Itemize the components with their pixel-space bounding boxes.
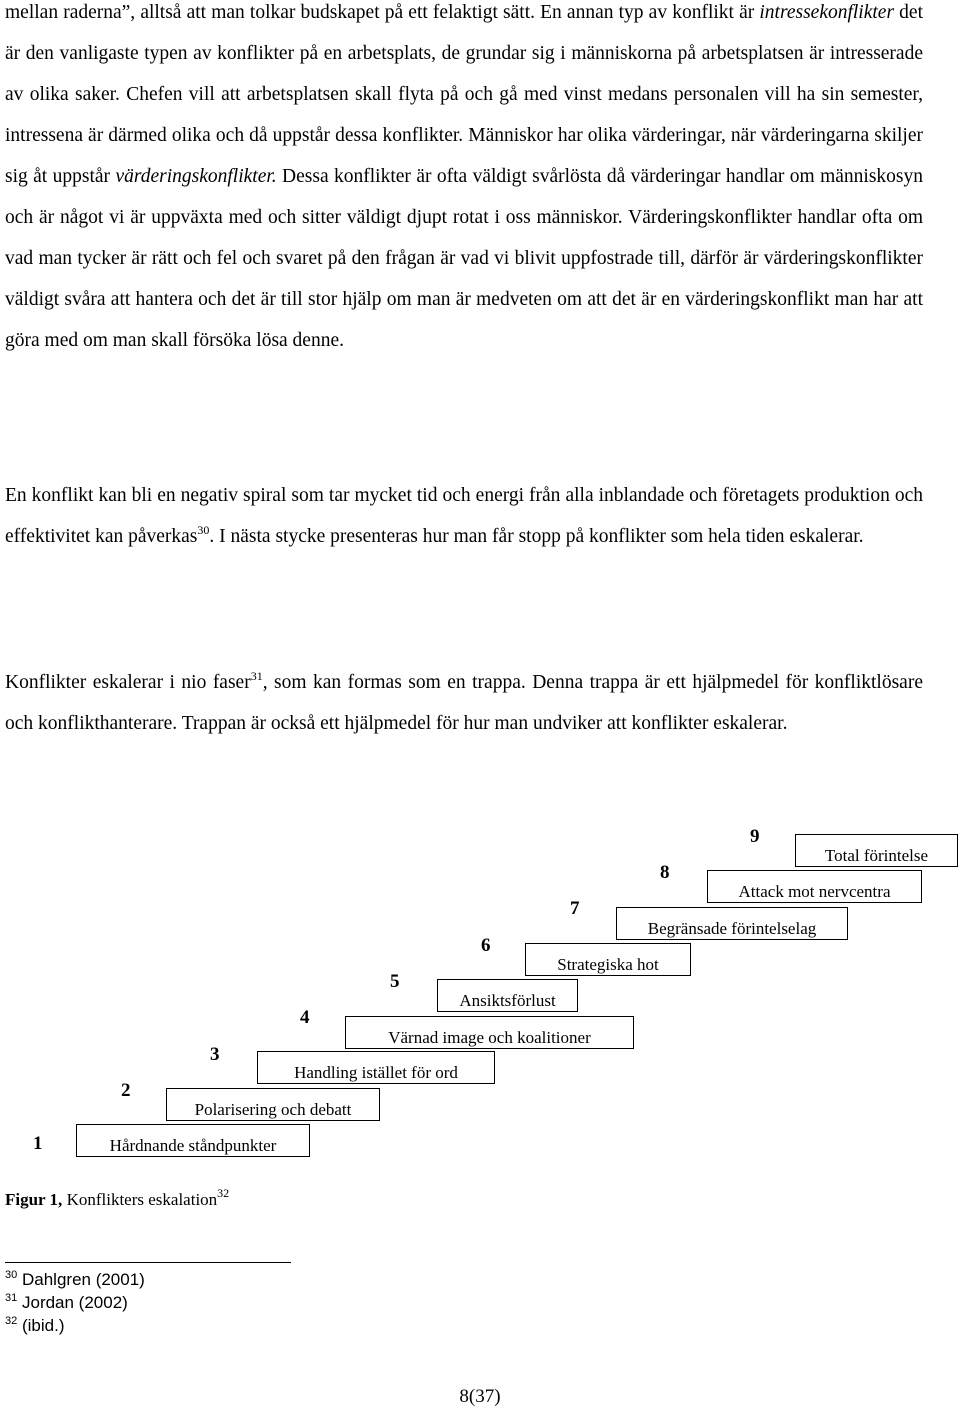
paragraph-text: , som kan formas som en trappa. Denna trappa är ett hjälpmedel för konfliktlösare och konflikthanterare. Trappan är också ett hjälpmedel för hur man undviker att konflikter eskalerar. (5, 672, 923, 734)
term-varderingskonflikter: värderingskonflikter. (115, 166, 277, 187)
step-8-box: Attack mot nervcentra (707, 870, 922, 903)
step-4-number: 4 (300, 1007, 310, 1028)
footnote (5, 1270, 145, 1290)
step-6-number: 6 (481, 935, 491, 956)
step-3-box: Handling istället för ord (257, 1051, 495, 1084)
body-paragraph-3 (5, 662, 923, 744)
footnote-ref[interactable]: 31 (250, 669, 263, 683)
paragraph-text: Dessa konflikter är ofta väldigt svårlösta då värderingar handlar om människosyn och är något vi är uppväxta med och sitter väldigt djupt rotat i oss människor. Värderingskonflikter handlar ofta om vad man tycker är rätt och fel och svaret på den frågan är vad vi blivit uppfostrade till, därför är värderingskonflikter väldigt svåra att hantera och det är till stor hjälp om man är medveten om att det är en värderingskonflikt man har att göra med om man skall försöka lösa denne. (5, 166, 924, 351)
footnote-number: 32 (5, 1315, 18, 1327)
footnote (5, 1293, 128, 1313)
footnote-ref[interactable]: 30 (197, 523, 210, 537)
footnote-number: 30 (5, 1269, 18, 1281)
step-8-number: 8 (660, 862, 670, 883)
body-paragraph-1 (5, 0, 923, 361)
step-2-number: 2 (121, 1080, 131, 1101)
footnote-text: Dahlgren (2001) (21, 1270, 145, 1289)
footnote-number: 31 (5, 1292, 18, 1304)
step-9-box: Total förintelse (795, 834, 958, 867)
step-5-box: Ansiktsförlust (437, 979, 578, 1012)
step-7-number: 7 (570, 898, 580, 919)
step-5-number: 5 (390, 971, 400, 992)
step-6-box: Strategiska hot (525, 943, 691, 976)
footnote-ref[interactable]: 32 (217, 1186, 230, 1200)
step-7-box: Begränsade förintelselag (616, 907, 848, 940)
footnote-text: Jordan (2002) (21, 1293, 128, 1312)
footnote-divider (5, 1262, 291, 1263)
step-2-box: Polarisering och debatt (166, 1088, 380, 1121)
paragraph-text: Konflikter eskalerar i nio faser (5, 672, 251, 693)
body-paragraph-2 (5, 475, 923, 557)
step-9-number: 9 (750, 826, 760, 847)
paragraph-text: . I nästa stycke presenteras hur man får stopp på konflikter som hela tiden eskalerar. (209, 526, 864, 547)
page-number: 8(37) (459, 1386, 501, 1407)
footnote (5, 1316, 65, 1336)
paragraph-text: En konflikt kan bli en negativ spiral som tar mycket tid och energi från alla inblandade och företagets produktion och effektivitet kan påverkas (5, 485, 923, 547)
step-1-number: 1 (33, 1133, 43, 1154)
step-1-box: Hårdnande ståndpunkter (76, 1124, 310, 1157)
step-3-number: 3 (210, 1044, 220, 1065)
caption-text: Konflikters eskalation (62, 1190, 218, 1209)
caption-label: Figur 1, (5, 1190, 63, 1209)
paragraph-text: mellan raderna”, alltså att man tolkar budskapet på ett felaktigt sätt. En annan typ av konflikt är (5, 2, 760, 23)
step-4-box: Värnad image och koalitioner (345, 1016, 634, 1049)
footnote-text: (ibid.) (21, 1316, 65, 1335)
figure-caption (5, 1186, 230, 1210)
term-intressekonflikter: intressekonflikter (759, 2, 895, 23)
paragraph-text: det är den vanligaste typen av konflikter på en arbetsplats, de grundar sig i människorna på arbetsplatsen är intresserade av olika saker. Chefen vill att arbetsplatsen skall flyta på och gå med vinst medans personalen vill ha sin semester, intressena är därmed olika och då uppstår dessa konflikter. Människor har olika värderingar, när värderingarna skiljer sig åt uppstår (5, 2, 924, 187)
